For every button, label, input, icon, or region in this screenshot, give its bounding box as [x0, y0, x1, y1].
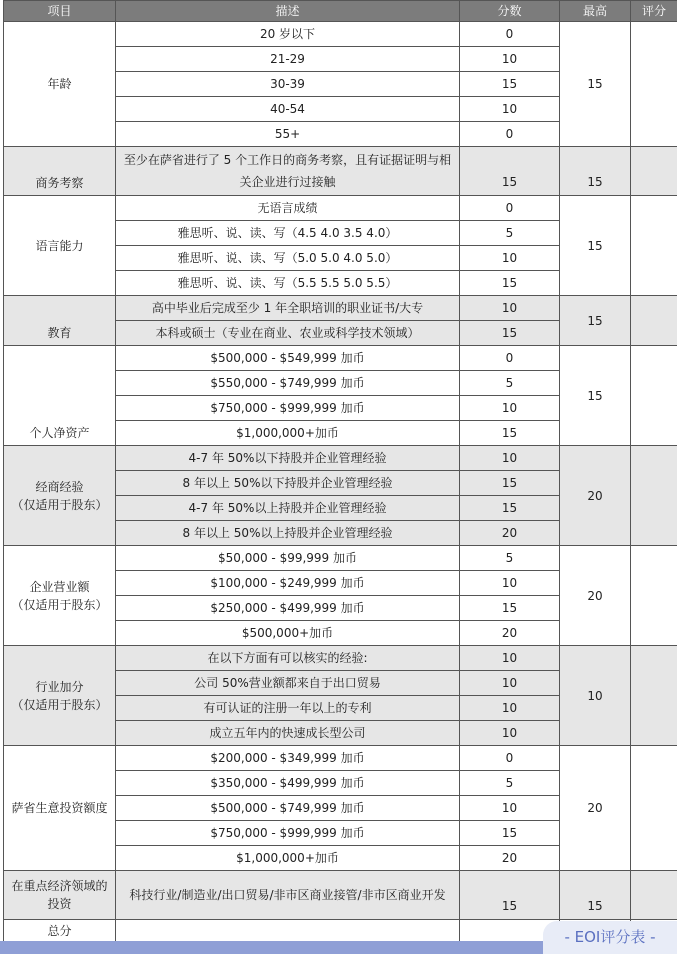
- description-cell: 成立五年内的快速成长型公司: [116, 721, 460, 746]
- score-cell: 15: [460, 271, 560, 296]
- total-empty-cell: [116, 920, 460, 942]
- score-cell: 5: [460, 221, 560, 246]
- description-cell: 21-29: [116, 47, 460, 72]
- score-cell: 10: [460, 47, 560, 72]
- max-score-cell: 15: [560, 346, 631, 446]
- score-cell: 10: [460, 446, 560, 471]
- score-cell: 20: [460, 521, 560, 546]
- description-cell: 本科或硕士（专业在商业、农业或科学技术领域）: [116, 321, 460, 346]
- score-cell: 10: [460, 796, 560, 821]
- rating-input-cell[interactable]: [631, 296, 677, 346]
- description-cell: 雅思听、说、读、写（5.5 5.5 5.0 5.5）: [116, 271, 460, 296]
- max-score-cell: 20: [560, 446, 631, 546]
- group-label-line: 经商经验: [35, 479, 84, 494]
- description-cell: $1,000,000+加币: [116, 421, 460, 446]
- score-cell: 10: [460, 646, 560, 671]
- total-label: 总分: [4, 920, 116, 942]
- table-row: [4, 646, 677, 671]
- table-row: [4, 196, 677, 221]
- eoi-score-table: [3, 0, 677, 942]
- table-row: [4, 546, 677, 571]
- score-cell: 10: [460, 396, 560, 421]
- score-cell: 10: [460, 246, 560, 271]
- group-label: [4, 646, 116, 746]
- description-cell: $500,000+加币: [116, 621, 460, 646]
- header-rating: 评分: [631, 1, 677, 22]
- group-label: [4, 296, 116, 346]
- description-cell: 4-7 年 50%以上持股并企业管理经验: [116, 496, 460, 521]
- table-row: [4, 147, 677, 196]
- group-label: [4, 446, 116, 546]
- description-cell: 科技行业/制造业/出口贸易/非市区商业接管/非市区商业开发: [116, 871, 460, 920]
- rating-input-cell[interactable]: [631, 22, 677, 147]
- description-cell: $750,000 - $999,999 加币: [116, 396, 460, 421]
- score-cell: 10: [460, 571, 560, 596]
- rating-input-cell[interactable]: [631, 346, 677, 446]
- group-label-line: 行业加分: [35, 679, 84, 694]
- group-label: [4, 546, 116, 646]
- description-cell: 无语言成绩: [116, 196, 460, 221]
- rating-input-cell[interactable]: [631, 147, 677, 196]
- description-cell: $100,000 - $249,999 加币: [116, 571, 460, 596]
- table-row: [4, 346, 677, 371]
- score-cell: 15: [460, 321, 560, 346]
- description-cell: $200,000 - $349,999 加币: [116, 746, 460, 771]
- table-row: [4, 746, 677, 771]
- score-cell: 15: [460, 72, 560, 97]
- description-cell: $250,000 - $499,999 加币: [116, 596, 460, 621]
- table-row: [4, 296, 677, 321]
- group-label-line: （仅适用于股东）: [11, 697, 108, 712]
- group-label-line: 在重点经济领域的: [11, 879, 108, 893]
- description-cell: 20 岁以下: [116, 22, 460, 47]
- score-cell: 15: [460, 496, 560, 521]
- score-cell: 15: [460, 147, 560, 196]
- max-score-cell: 15: [560, 296, 631, 346]
- table-body: [4, 22, 677, 942]
- rating-input-cell[interactable]: [631, 746, 677, 871]
- group-label-line: （仅适用于股东）: [11, 497, 108, 512]
- group-label: [4, 22, 116, 147]
- table-row: [4, 446, 677, 471]
- group-label: [4, 196, 116, 296]
- description-cell: 公司 50%营业额都来自于出口贸易: [116, 671, 460, 696]
- max-score-cell: 15: [560, 196, 631, 296]
- description-cell: $750,000 - $999,999 加币: [116, 821, 460, 846]
- description-cell: $350,000 - $499,999 加币: [116, 771, 460, 796]
- score-cell: 10: [460, 296, 560, 321]
- rating-input-cell[interactable]: [631, 646, 677, 746]
- max-score-cell: 20: [560, 746, 631, 871]
- score-cell: 0: [460, 746, 560, 771]
- score-cell: 15: [460, 421, 560, 446]
- score-cell: 5: [460, 546, 560, 571]
- description-cell: 55+: [116, 122, 460, 147]
- description-cell: 雅思听、说、读、写（4.5 4.0 3.5 4.0）: [116, 221, 460, 246]
- description-cell: $500,000 - $749,999 加币: [116, 796, 460, 821]
- header-item: 项目: [4, 1, 116, 22]
- table-caption-badge: - EOI评分表 -: [543, 921, 677, 954]
- rating-input-cell[interactable]: [631, 546, 677, 646]
- table-row: [4, 871, 677, 920]
- header-description: 描述: [116, 1, 460, 22]
- description-cell: $550,000 - $749,999 加币: [116, 371, 460, 396]
- max-score-cell: 15: [560, 871, 631, 920]
- rating-input-cell[interactable]: [631, 871, 677, 920]
- score-cell: 15: [460, 821, 560, 846]
- score-cell: 0: [460, 196, 560, 221]
- score-cell: 15: [460, 871, 560, 920]
- description-cell: 高中毕业后完成至少 1 年全职培训的职业证书/大专: [116, 296, 460, 321]
- description-cell: 4-7 年 50%以下持股并企业管理经验: [116, 446, 460, 471]
- score-cell: 15: [460, 471, 560, 496]
- score-cell: 0: [460, 122, 560, 147]
- group-label-line: 商务考察: [35, 176, 84, 190]
- score-cell: 10: [460, 97, 560, 122]
- score-cell: 0: [460, 22, 560, 47]
- description-cell: 8 年以上 50%以上持股并企业管理经验: [116, 521, 460, 546]
- group-label: [4, 346, 116, 446]
- description-cell: $50,000 - $99,999 加币: [116, 546, 460, 571]
- description-cell: $1,000,000+加币: [116, 846, 460, 871]
- score-cell: 15: [460, 596, 560, 621]
- score-cell: 20: [460, 846, 560, 871]
- max-score-cell: 10: [560, 646, 631, 746]
- description-cell: 至少在萨省进行了 5 个工作日的商务考察，且有证据证明与相关企业进行过接触: [116, 147, 460, 196]
- group-label-line: 语言能力: [35, 238, 84, 253]
- score-cell: 5: [460, 771, 560, 796]
- description-cell: 8 年以上 50%以下持股并企业管理经验: [116, 471, 460, 496]
- table-row: [4, 22, 677, 47]
- group-label: [4, 871, 116, 920]
- group-label-line: 萨省生意投资额度: [11, 801, 108, 815]
- group-label: [4, 746, 116, 871]
- score-cell: 20: [460, 621, 560, 646]
- max-score-cell: 15: [560, 147, 631, 196]
- score-cell: 5: [460, 371, 560, 396]
- group-label-line: 企业营业额: [29, 579, 90, 594]
- score-cell: 10: [460, 671, 560, 696]
- description-cell: 有可认证的注册一年以上的专利: [116, 696, 460, 721]
- max-score-cell: 15: [560, 22, 631, 147]
- header-score: 分数: [460, 1, 560, 22]
- score-cell: 0: [460, 346, 560, 371]
- rating-input-cell[interactable]: [631, 446, 677, 546]
- max-score-cell: 20: [560, 546, 631, 646]
- group-label-line: 个人净资产: [29, 426, 90, 440]
- group-label: [4, 147, 116, 196]
- score-cell: 10: [460, 696, 560, 721]
- group-label-line: 投资: [47, 897, 72, 911]
- description-cell: $500,000 - $549,999 加币: [116, 346, 460, 371]
- header-max: 最高: [560, 1, 631, 22]
- score-cell: 10: [460, 721, 560, 746]
- description-cell: 40-54: [116, 97, 460, 122]
- description-cell: 雅思听、说、读、写（5.0 5.0 4.0 5.0）: [116, 246, 460, 271]
- group-label-line: （仅适用于股东）: [11, 597, 108, 612]
- description-cell: 在以下方面有可以核实的经验:: [116, 646, 460, 671]
- rating-input-cell[interactable]: [631, 196, 677, 296]
- description-cell: 30-39: [116, 72, 460, 97]
- group-label-line: 教育: [47, 326, 72, 340]
- group-label-line: 年龄: [47, 77, 72, 91]
